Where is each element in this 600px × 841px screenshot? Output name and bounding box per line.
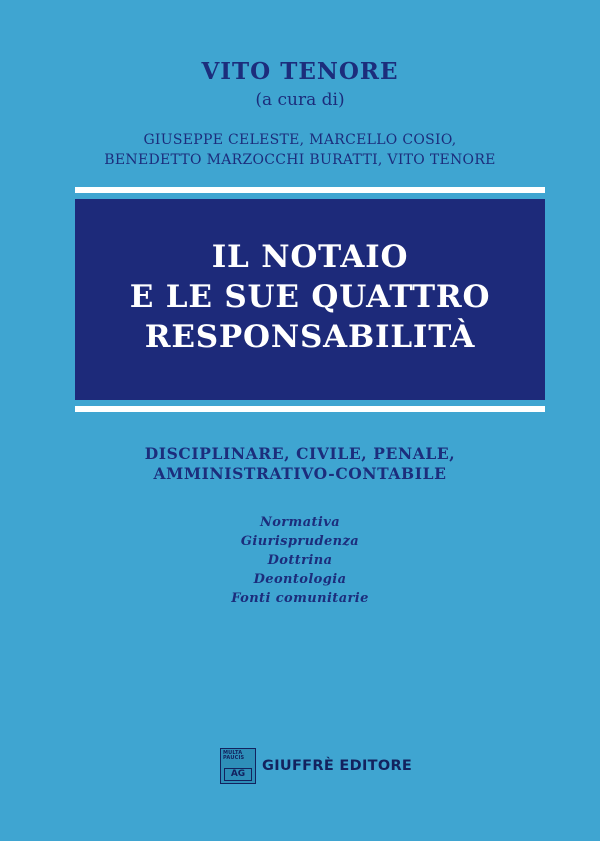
topic-item: Fonti comunitarie <box>231 591 369 606</box>
subtitle <box>0 444 600 484</box>
book-title <box>75 237 545 357</box>
editor-name: VITO TENORE <box>201 58 399 85</box>
title-line-1: IL NOTAIO <box>211 239 409 275</box>
coauthors-line-1: GIUSEPPE CELESTE, MARCELLO COSIO, <box>143 132 457 148</box>
bottom-white-rule <box>75 406 545 412</box>
top-white-rule <box>75 187 545 193</box>
publisher-name: GIUFFRÈ EDITORE <box>262 758 413 774</box>
topic-item: Normativa <box>259 515 341 530</box>
coauthors <box>0 130 600 170</box>
logo-motto: MULTA PAUCIS <box>223 750 245 761</box>
publisher <box>220 746 412 786</box>
subtitle-line-2: AMMINISTRATIVO-CONTABILE <box>153 464 447 483</box>
curator-note: (a cura di) <box>255 90 345 110</box>
logo-monogram: AG <box>224 768 252 781</box>
title-line-3: RESPONSABILITÀ <box>144 319 476 355</box>
title-box <box>75 199 545 400</box>
title-line-2: E LE SUE QUATTRO <box>129 279 491 315</box>
publisher-logo-icon <box>220 748 256 784</box>
topic-item: Dottrina <box>267 553 333 568</box>
coauthors-line-2: BENEDETTO MARZOCCHI BURATTI, VITO TENORE <box>104 152 496 168</box>
topic-item: Deontologia <box>253 572 347 587</box>
topic-item: Giurisprudenza <box>240 534 360 549</box>
subtitle-line-1: DISCIPLINARE, CIVILE, PENALE, <box>144 444 456 463</box>
topics-list <box>0 513 600 608</box>
